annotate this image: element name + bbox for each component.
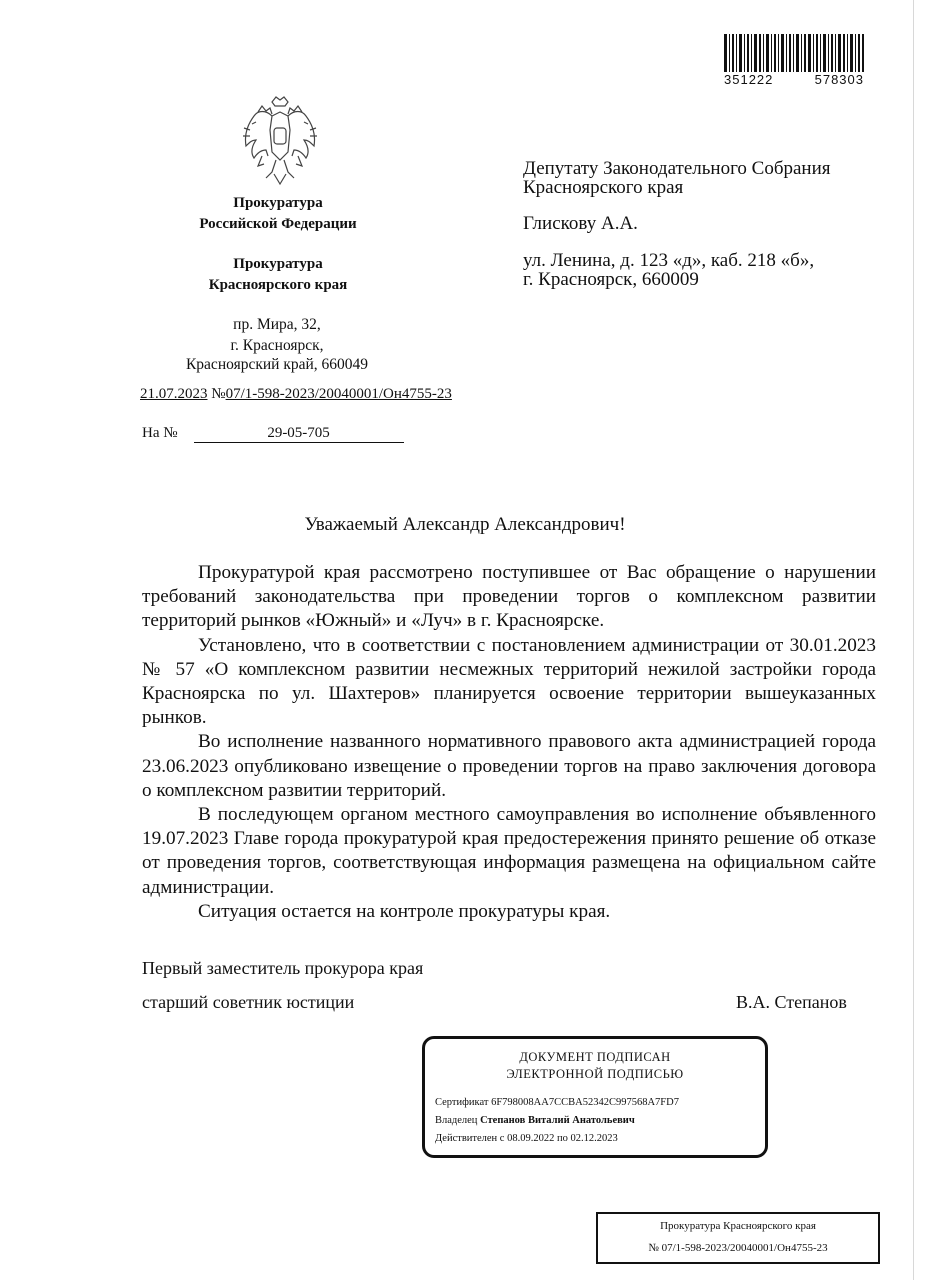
- sender-org-line2: Российской Федерации: [199, 216, 357, 232]
- reference-number: 07/1-598-2023/20040001/Он4755-23: [225, 386, 452, 402]
- barcode-right-number: 578303: [814, 72, 864, 87]
- recipient-address-line2: г. Красноярск, 660009: [523, 269, 699, 290]
- signatory-position: Первый заместитель прокурора края: [142, 958, 424, 978]
- sender-address-line1: пр. Мира, 32,: [233, 316, 321, 333]
- stamp-line1: Прокуратура Красноярского края: [660, 1220, 816, 1232]
- in-reply-to-number: 29-05-705: [194, 425, 404, 443]
- barcode: [724, 34, 864, 74]
- letter-paragraph: В последующем органом местного самоуправления во исполнение объявленного 19.07.2023 Главе города прокуратурой края предостережения принято решение об отказе от проведения торгов, соответствующая информация размещена на официальном сайте администрации.: [142, 804, 876, 898]
- electronic-signature-box: [422, 1036, 768, 1158]
- letter-paragraph: Ситуация остается на контроле прокуратуры края.: [198, 900, 611, 922]
- sender-dept-line2: Красноярского края: [208, 277, 348, 293]
- letter-paragraph: Установлено, что в соответствии с постановлением администрации от 30.01.2023 № 57 «О комплексном развитии несмежных территорий нежилой застройки города Красноярска по ул. Шахтеров» планируется освоение территории вышеуказанных рынков.: [142, 634, 876, 729]
- letter-paragraph: Во исполнение названного нормативного правового акта администрацией города 23.06.2023 опубликовано извещение о проведении торгов на право заключения договора о комплексном развитии территорий.: [142, 731, 876, 801]
- esig-valid-label: Действителен с: [435, 1133, 505, 1144]
- esig-validity-row: [435, 1133, 618, 1144]
- esig-owner-value: Степанов Виталий Анатольевич: [480, 1115, 635, 1126]
- stamp-line2: № 07/1-598-2023/20040001/Он4755-23: [648, 1242, 828, 1254]
- reference-line: [140, 386, 452, 403]
- esig-valid-from: 08.09.2022: [507, 1133, 555, 1144]
- coat-of-arms-emblem-icon: [238, 94, 322, 190]
- in-reply-to-line: [142, 425, 404, 443]
- signatory-rank: старший советник юстиции: [142, 992, 355, 1012]
- letter-greeting: Уважаемый Александр Александрович!: [304, 514, 626, 535]
- recipient-name: Глискову А.А.: [523, 213, 638, 234]
- esig-heading-line2: ЭЛЕКТРОННОЙ ПОДПИСЬЮ: [506, 1067, 684, 1081]
- esig-valid-to-label: по: [556, 1133, 568, 1144]
- recipient-address-line1: ул. Ленина, д. 123 «д», каб. 218 «б»,: [523, 250, 815, 271]
- recipient-title-line2: Красноярского края: [523, 177, 684, 198]
- esig-owner-label: Владелец: [435, 1115, 478, 1126]
- esig-owner-row: [435, 1115, 635, 1126]
- sender-org-line1: Прокуратура: [233, 195, 323, 211]
- barcode-left-number: 351222: [724, 72, 774, 87]
- sender-address-line3: Красноярский край, 660049: [185, 356, 369, 373]
- esig-certificate-value: 6F798008AA7CCBA52342C997568A7FD7: [491, 1097, 679, 1108]
- letter-body: [142, 561, 876, 924]
- sender-dept-line1: Прокуратура: [233, 256, 323, 272]
- esig-heading: [425, 1049, 765, 1083]
- signatory-name: В.А. Степанов: [736, 992, 847, 1012]
- esig-valid-to: 02.12.2023: [570, 1133, 618, 1144]
- registration-stamp: [596, 1212, 880, 1264]
- esig-certificate-label: Сертификат: [435, 1097, 489, 1108]
- esig-certificate-row: [435, 1097, 679, 1108]
- sender-address-line2: г. Красноярск,: [230, 337, 324, 354]
- esig-heading-line1: ДОКУМЕНТ ПОДПИСАН: [519, 1050, 671, 1064]
- barcode-numbers: [724, 72, 864, 87]
- letter-paragraph: Прокуратурой края рассмотрено поступившее от Вас обращение о нарушении требований законодательства при проведении торгов о комплексном развитии территорий рынков «Южный» и «Луч» в г. Красноярске.: [142, 562, 876, 632]
- reference-number-sign: №: [211, 386, 226, 402]
- in-reply-to-label: На №: [142, 425, 178, 441]
- recipient-title-line1: Депутату Законодательного Собрания: [523, 158, 831, 179]
- reference-date: 21.07.2023: [140, 386, 208, 402]
